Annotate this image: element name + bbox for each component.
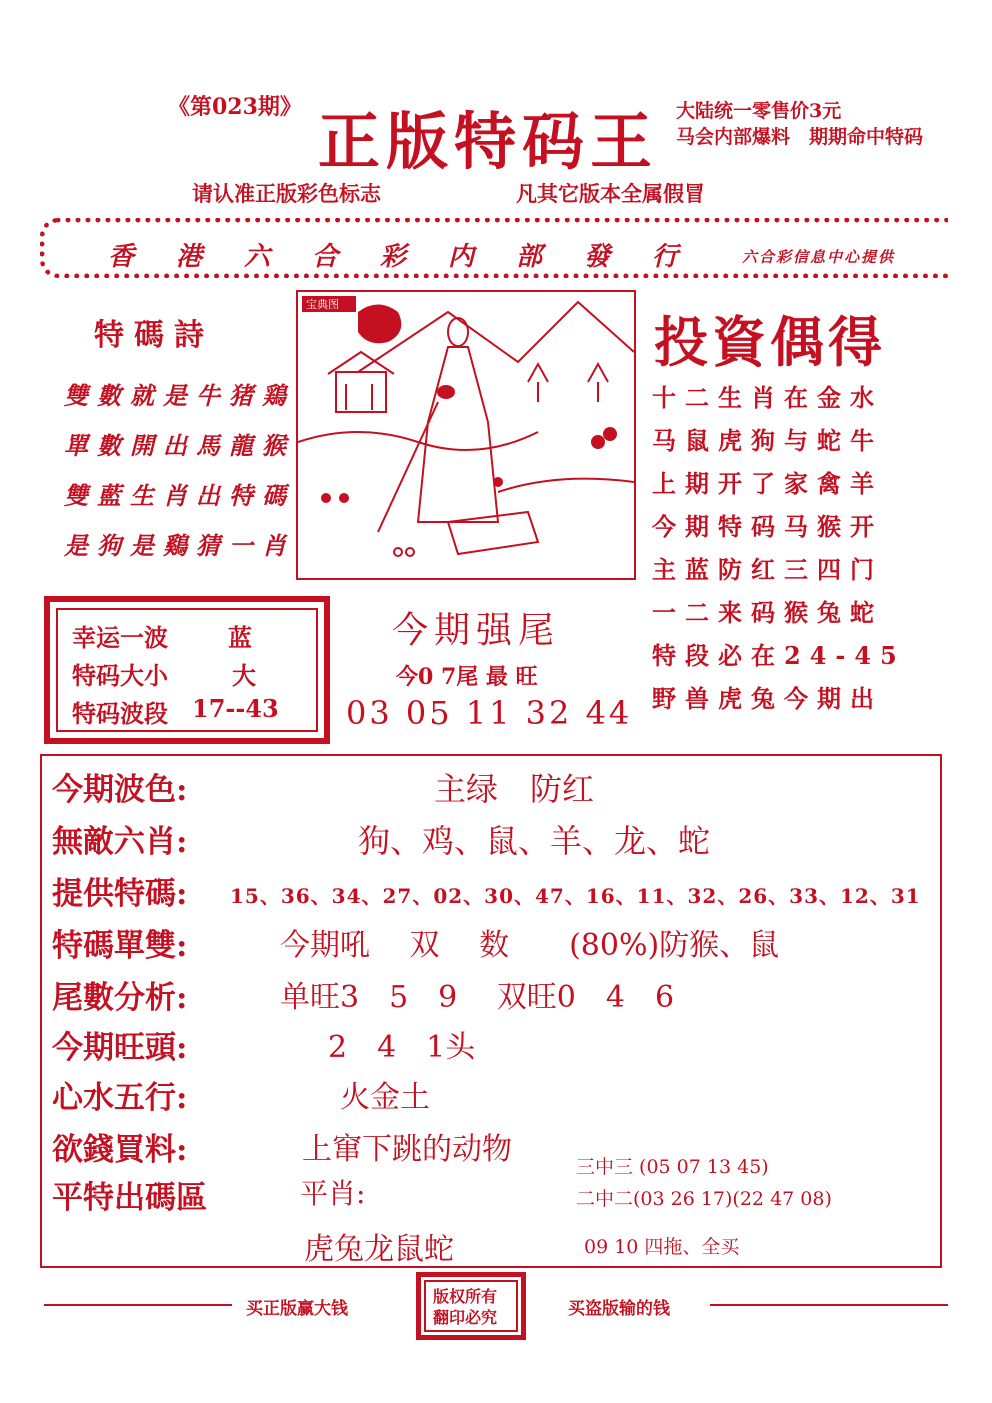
flat-sub: 平肖: xyxy=(300,1177,366,1210)
invest-line: 野兽虎兔今期出 xyxy=(652,684,883,713)
lucky-size-label: 特码大小 xyxy=(72,661,168,690)
footer-left-text: 买正版赢大钱 xyxy=(246,1299,348,1319)
parity-value: 今期吼 双 数 (80%)防猴、鼠 xyxy=(280,928,780,963)
invest-line: 上期开了家禽羊 xyxy=(652,469,883,498)
strong-tail-sub: 今0 7尾 最 旺 xyxy=(396,664,538,690)
head-value: 2 4 1头 xyxy=(328,1030,476,1065)
lucky-size-value: 大 xyxy=(232,661,256,690)
color-value: 主绿 防红 xyxy=(434,770,595,808)
invest-line: 主蓝防红三四门 xyxy=(652,555,883,584)
invest-line: 今期特码马猴开 xyxy=(652,512,883,541)
poem-line: 雙數就是牛猪鶏 xyxy=(64,381,295,410)
lucky-range-label: 特码波段 xyxy=(72,699,168,728)
page-title: 正版特码王 xyxy=(318,105,659,178)
lucky-range-value: 17--43 xyxy=(192,694,279,723)
element-label: 心水五行: xyxy=(52,1080,188,1116)
poem-line: 是狗是鷄猜一肖 xyxy=(64,531,295,560)
head-label: 今期旺頭: xyxy=(52,1030,188,1066)
slogan-line: 马会内部爆料 期期命中特码 xyxy=(676,126,924,148)
tm-value: 15、36、34、27、02、30、47、16、11、32、26、33、12、31 xyxy=(230,884,921,908)
strong-tail-title: 今期强尾 xyxy=(392,610,561,651)
banner-text: 香港六合彩内部發行 xyxy=(108,242,721,272)
copyright-line-1: 版权所有 xyxy=(433,1287,498,1306)
lucky-wave-label: 幸运一波 xyxy=(72,623,168,652)
footer-line-left xyxy=(44,1304,232,1306)
flat-value: 虎兔龙鼠蛇 xyxy=(304,1232,454,1267)
strong-tail-numbers: 03 05 11 32 44 xyxy=(346,694,633,732)
san-zhong-san: 三中三 (05 07 13 45) xyxy=(576,1156,769,1178)
buy-value: 上窜下跳的动物 xyxy=(302,1132,512,1167)
invest-line: 十二生肖在金水 xyxy=(652,383,883,412)
footer-line-right xyxy=(710,1304,948,1306)
element-value: 火金土 xyxy=(340,1080,430,1115)
poem-line: 單數開出馬龍猴 xyxy=(64,431,295,460)
color-label: 今期波色: xyxy=(52,772,188,808)
banner-provider: 六合彩信息中心提供 xyxy=(742,248,896,266)
six-value: 狗、鸡、鼠、羊、龙、蛇 xyxy=(358,822,711,860)
tail-label: 尾數分析: xyxy=(52,980,188,1016)
six-label: 無敵六肖: xyxy=(52,824,188,860)
issue-number: 《第023期》 xyxy=(168,94,302,120)
poem-title: 特碼詩 xyxy=(94,318,214,353)
parity-label: 特碼單雙: xyxy=(52,928,188,964)
invest-line: 马鼠虎狗与蛇牛 xyxy=(652,426,883,455)
footer-right-text: 买盗版输的钱 xyxy=(568,1299,670,1319)
illustration-stamp: 宝典图 xyxy=(306,298,339,311)
price-line: 大陆统一零售价3元 xyxy=(676,100,842,122)
lucky-wave-value: 蓝 xyxy=(228,623,252,652)
poem-line: 雙藍生肖出特碼 xyxy=(64,481,295,510)
copyright-line-2: 翻印必究 xyxy=(433,1308,498,1327)
er-zhong-er: 二中二(03 26 17)(22 47 08) xyxy=(576,1188,832,1210)
tuo-line: 09 10 四拖、全买 xyxy=(584,1236,740,1258)
tm-label: 提供特碼: xyxy=(52,876,188,912)
buy-label: 欲錢買料: xyxy=(52,1132,188,1168)
tail-value: 单旺3 5 9 双旺0 4 6 xyxy=(280,980,675,1015)
verify-right: 凡其它版本全属假冒 xyxy=(516,181,705,206)
monk-illustration xyxy=(296,290,636,580)
invest-title: 投資偶得 xyxy=(654,310,886,374)
flat-label: 平特出碼區 xyxy=(52,1180,207,1216)
verify-left: 请认准正版彩色标志 xyxy=(192,181,381,206)
invest-line: 特段必在24-45 xyxy=(652,641,906,670)
invest-line: 一二来码猴兔蛇 xyxy=(652,598,883,627)
landscape-drawing xyxy=(298,292,634,578)
